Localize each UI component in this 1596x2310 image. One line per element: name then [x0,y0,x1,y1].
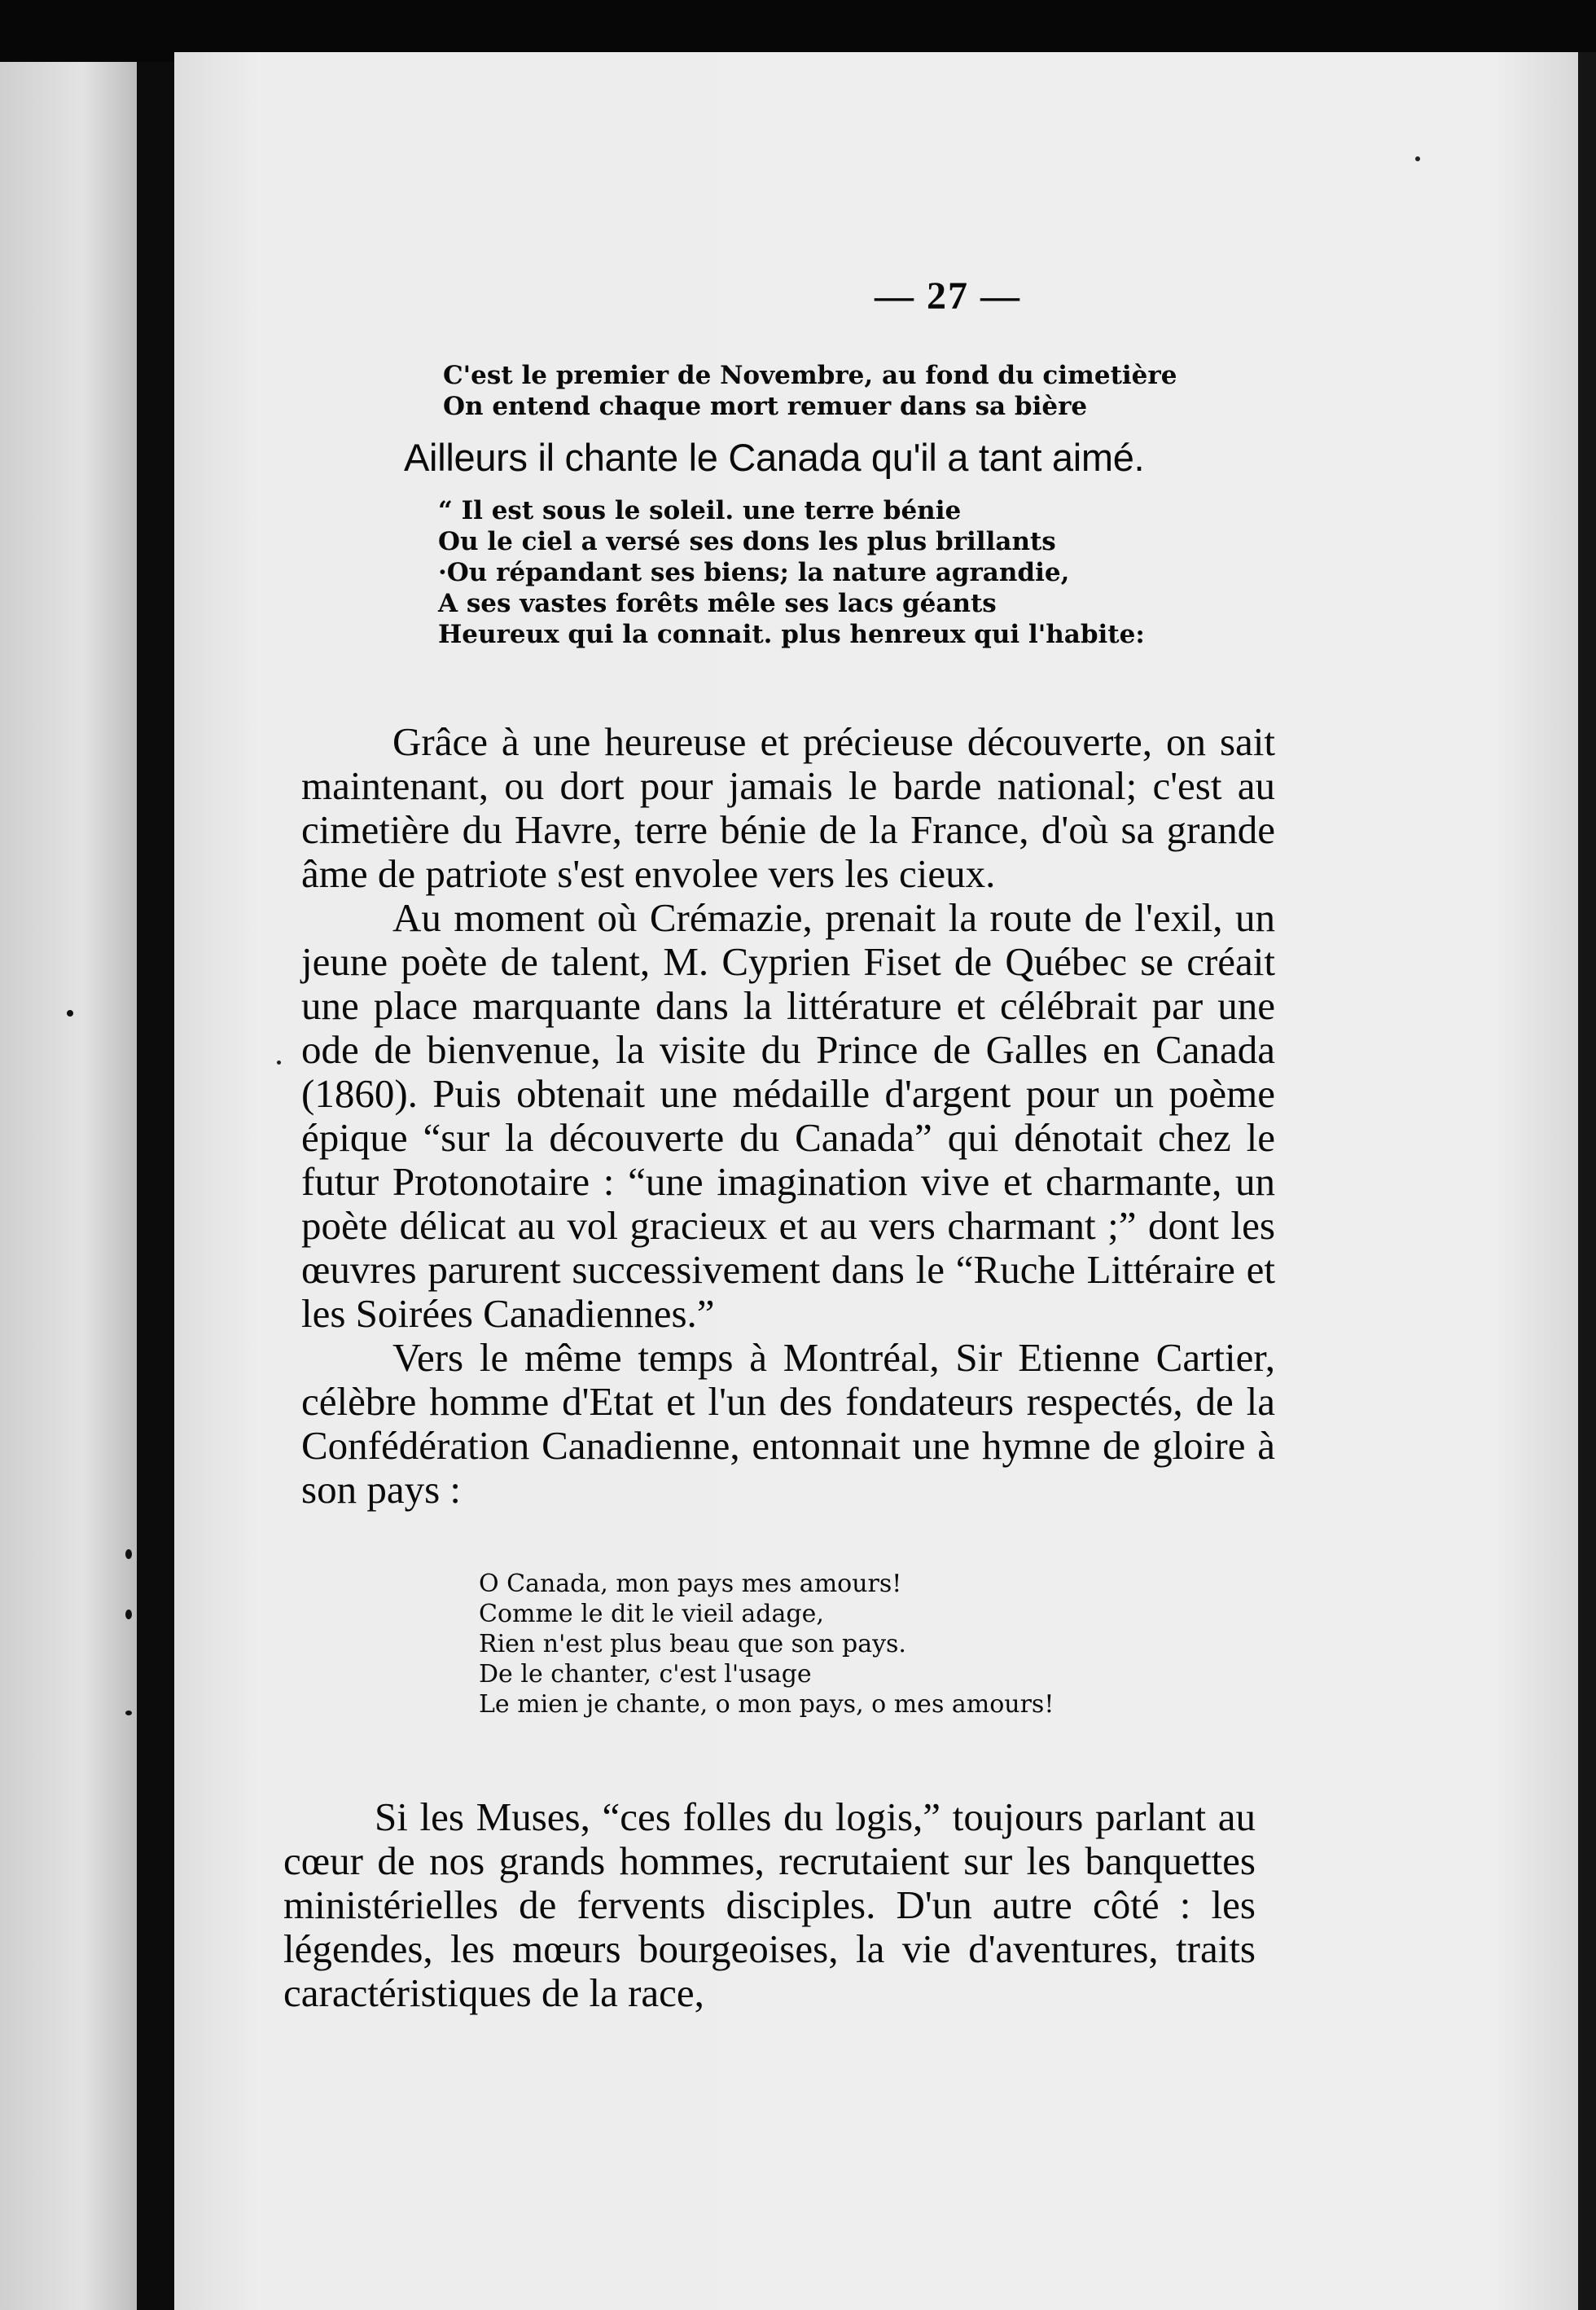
paragraph: Vers le même temps à Montréal, Sir Etienne Cartier, célèbre homme d'Etat et l'un des fondateurs respectés, de la Confédération Canadienne, entonnait une hymne de gloire à son pays : [301,1335,1275,1512]
ink-speck [67,1010,73,1017]
verse-line: Comme le dit le vieil adage, [479,1600,824,1628]
paragraph: Si les Muses, “ces folles du logis,” toujours parlant au cœur de nos grands hommes, recrutaient sur les banquettes ministérielles de fervents disciples. D'un autre côté : les légendes, les mœurs bourgeoises, la vie d'aventures, traits caractéristiques de la race, [283,1794,1256,2015]
verse-line: “ Il est sous le soleil. une terre bénie [438,496,962,525]
verse-line: On entend chaque mort remuer dans sa bière [443,392,1088,421]
verse-line: C'est le premier de Novembre, au fond du cimetière [443,361,1177,390]
verse-line: Heureux qui la connait. plus henreux qui l'habite: [438,620,1145,649]
verse-line: De le chanter, c'est l'usage [479,1660,812,1689]
paragraph: Au moment où Crémazie, prenait la route de l'exil, un jeune poète de talent, M. Cyprien Fiset de Québec se créait une place marquante dans la littérature et célébrait par une ode de bienvenue, la visite du Prince de Galles en Canada (1860). Puis obtenait une médaille d'argent pour un poème épique “sur la découverte du Canada” qui dénotait chez le futur Protonotaire : “une imagination vive et charmante, un poète délicat au vol gracieux et au vers charmant ;” dont les œuvres parurent successivement dans le “Ruche Littéraire et les Soirées Canadiennes.” [301,895,1275,1336]
verse-block-cemetery [443,360,1177,422]
verse-line: A ses vastes forêts mêle ses lacs géants [438,589,997,618]
verse-block-canada [438,495,1145,650]
book-gutter [137,62,174,2310]
scanned-page [174,52,1578,2310]
left-page-edge [0,62,137,2310]
verse-block-o-canada [479,1569,1054,1719]
verse-line: Le mien je chante, o mon pays, o mes amours! [479,1690,1054,1719]
ink-speck [125,1610,132,1619]
ink-speck [125,1711,132,1715]
prose-section-1 [301,720,1275,1512]
intro-sentence: Ailleurs il chante le Canada qu'il a tant aimé. [404,436,1145,479]
verse-line: O Canada, mon pays mes amours! [479,1570,902,1598]
ink-speck [125,1549,132,1559]
verse-line: ·Ou répandant ses biens; la nature agrandie, [438,558,1070,587]
verse-line: Ou le ciel a versé ses dons les plus brillants [438,527,1056,556]
paragraph: Grâce à une heureuse et précieuse découverte, on sait maintenant, ou dort pour jamais le barde national; c'est au cimetière du Havre, terre bénie de la France, d'où sa grande âme de patriote s'est envolee vers les cieux. [301,719,1275,896]
ink-speck [1415,156,1420,161]
verse-line: Rien n'est plus beau que son pays. [479,1630,906,1658]
prose-section-2 [283,1795,1256,2015]
page-number: — 27 — [875,274,1021,318]
ink-speck [277,1061,281,1065]
right-page-edge [1578,52,1596,2310]
